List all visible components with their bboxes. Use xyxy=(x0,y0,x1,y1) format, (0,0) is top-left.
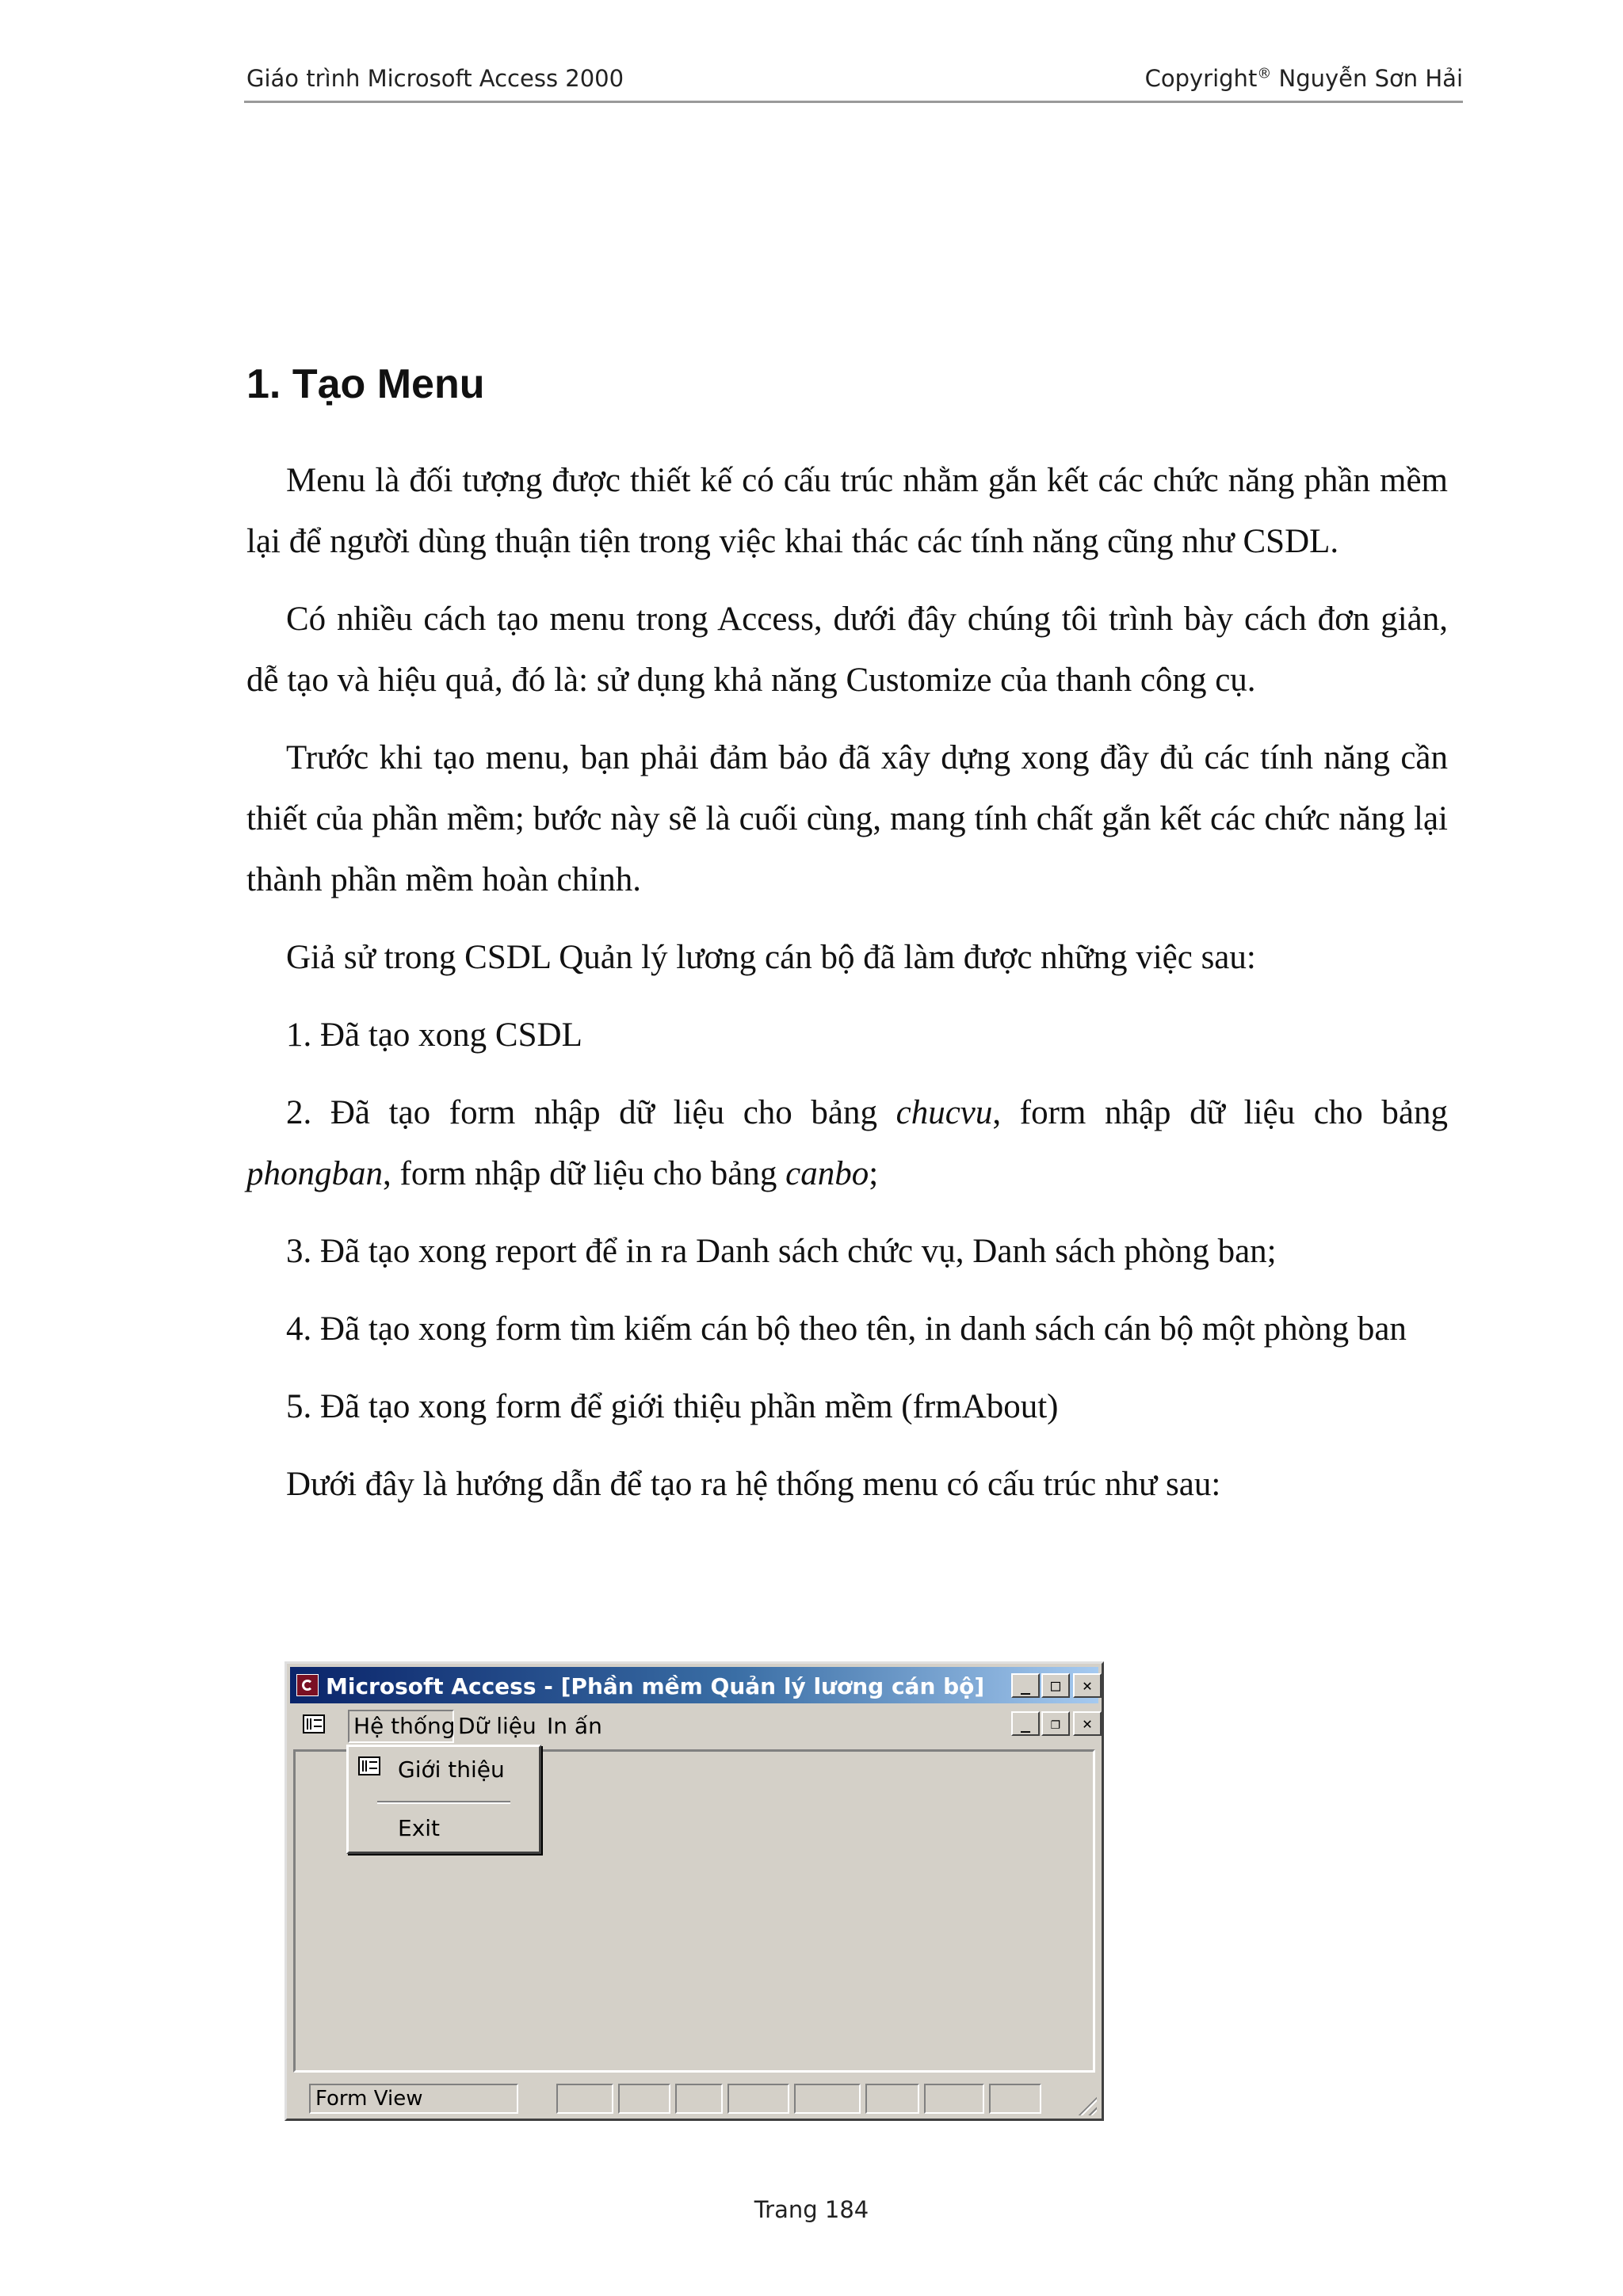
list-item-1: 1. Đã tạo xong CSDL xyxy=(286,1016,582,1054)
doc-minimize-button[interactable]: _ xyxy=(1011,1711,1040,1736)
access-key-icon xyxy=(296,1674,319,1696)
header-rule xyxy=(244,101,1463,103)
list-item-3: 3. Đã tạo xong report để in ra Danh sách chức vụ, Danh sách phòng ban; xyxy=(286,1233,1277,1270)
menu-item-exit[interactable]: Exit xyxy=(398,1815,441,1841)
list-item-2 xyxy=(246,1082,1448,1204)
list-item-2-text-a: 2. Đã tạo form nhập dữ liệu cho bảng xyxy=(286,1094,896,1131)
menu-item-gioi-thieu[interactable]: Giới thiệu xyxy=(398,1756,505,1783)
minimize-button[interactable]: _ xyxy=(1011,1673,1040,1698)
status-pane-8 xyxy=(989,2084,1041,2114)
table-name-chucvu: chucvu xyxy=(896,1094,993,1131)
registered-mark: ® xyxy=(1257,65,1272,82)
body-text xyxy=(246,450,1448,1515)
paragraph-4: Giả sử trong CSDL Quản lý lương cán bộ đã làm được những việc sau: xyxy=(286,939,1256,976)
status-pane-5 xyxy=(794,2084,861,2114)
status-pane-4 xyxy=(727,2084,789,2114)
paragraph-1: Menu là đối tượng được thiết kế có cấu trúc nhằm gắn kết các chức năng phần mềm lại để người dùng thuận tiện trong việc khai thác các tính năng cũng như CSDL. xyxy=(246,462,1448,560)
status-pane-7 xyxy=(924,2084,984,2114)
header-left: Giáo trình Microsoft Access 2000 xyxy=(246,65,624,92)
title-bar xyxy=(290,1667,1098,1703)
list-item-5: 5. Đã tạo xong form để giới thiệu phần mềm (frmAbout) xyxy=(286,1388,1059,1425)
copyright-text: Copyright xyxy=(1144,65,1258,92)
paragraph-2: Có nhiều cách tạo menu trong Access, dưới đây chúng tôi trình bày cách đơn giản, dễ tạo và hiệu quả, đó là: sử dụng khả năng Customize của thanh công cụ. xyxy=(246,601,1448,699)
menu-bar xyxy=(290,1707,1098,1745)
status-pane-6 xyxy=(865,2084,919,2114)
list-item-2-text-c: , form nhập dữ liệu cho bảng xyxy=(383,1155,786,1192)
list-item-2-text-b: , form nhập dữ liệu cho bảng xyxy=(992,1094,1448,1131)
status-pane-3 xyxy=(675,2084,723,2114)
list-item-4: 4. Đã tạo xong form tìm kiếm cán bộ theo tên, in danh sách cán bộ một phòng ban xyxy=(286,1310,1407,1348)
table-name-canbo: canbo xyxy=(785,1155,869,1192)
doc-close-button[interactable]: ✕ xyxy=(1073,1711,1102,1736)
status-text: Form View xyxy=(309,2084,518,2114)
window-title: Microsoft Access - [Phần mềm Quản lý lương cán bộ] xyxy=(326,1673,985,1699)
table-name-phongban: phongban xyxy=(246,1155,383,1192)
menu-du-lieu[interactable]: Dữ liệu xyxy=(458,1713,537,1739)
list-item-2-text-d: ; xyxy=(869,1155,879,1192)
paragraph-3: Trước khi tạo menu, bạn phải đảm bảo đã xây dựng xong đầy đủ các tính năng cần thiết của phần mềm; bước này sẽ là cuối cùng, mang tính chất gắn kết các chức năng lại thành phần mềm hoàn chỉnh. xyxy=(246,739,1448,898)
paragraph-intro-menu: Dưới đây là hướng dẫn để tạo ra hệ thống menu có cấu trúc như sau: xyxy=(286,1466,1221,1503)
menu-in-an[interactable]: In ấn xyxy=(547,1713,602,1739)
section-heading: 1. Tạo Menu xyxy=(246,361,485,407)
author-name: Nguyễn Sơn Hải xyxy=(1271,65,1463,92)
gioi-thieu-form-icon xyxy=(358,1756,380,1775)
maximize-button[interactable]: □ xyxy=(1041,1673,1070,1698)
resize-grip-icon[interactable] xyxy=(1075,2093,1097,2115)
menu-separator xyxy=(377,1801,510,1804)
status-pane-1 xyxy=(556,2084,613,2114)
status-pane-2 xyxy=(618,2084,670,2114)
menu-he-thong[interactable]: Hệ thống xyxy=(353,1713,456,1739)
status-bar xyxy=(290,2076,1098,2117)
access-window-screenshot xyxy=(285,1661,1104,2121)
header-right xyxy=(1145,65,1463,92)
close-button[interactable]: ✕ xyxy=(1073,1673,1102,1698)
dropdown-menu xyxy=(346,1745,541,1854)
form-icon xyxy=(303,1714,325,1733)
page-number: Trang 184 xyxy=(754,2196,869,2223)
doc-restore-button[interactable]: ❐ xyxy=(1041,1711,1070,1736)
